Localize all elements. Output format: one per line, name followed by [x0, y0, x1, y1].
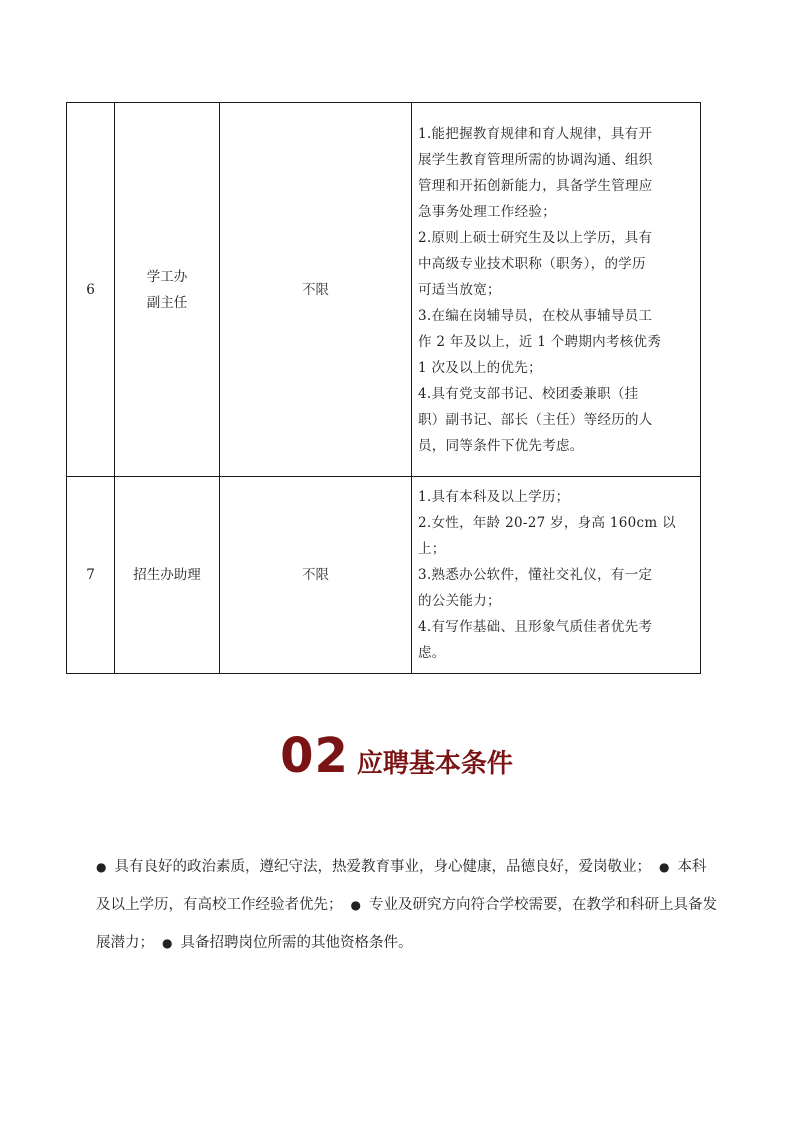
condition-item: [162, 935, 412, 951]
position-name: [115, 103, 220, 477]
bullet-icon: ●: [162, 936, 173, 950]
bullet-icon: ●: [658, 860, 670, 874]
bullet-icon: ●: [350, 898, 361, 912]
requirement-line: 员，同等条件下优先考虑。: [418, 437, 584, 454]
requirement-line: 3.在编在岗辅导员，在校从事辅导员工: [418, 307, 653, 324]
requirement-line: 的公关能力；: [418, 593, 501, 609]
bullet-icon: ●: [96, 860, 107, 874]
requirement-line: 1.能把握教育规律和育人规律，具有开: [418, 125, 653, 142]
requirement-line: 2.女性，年龄 20-27 岁，身高 160cm 以: [418, 515, 676, 531]
requirement-line: 展学生教育管理所需的协调沟通、组织: [418, 151, 653, 168]
table-row: [67, 103, 701, 477]
requirement-line: 作 2 年及以上，近 1 个聘期内考核优秀: [418, 333, 662, 350]
requirement-line: 可适当放宽；: [418, 281, 501, 298]
requirements-cell: [412, 103, 701, 477]
requirement-line: 急事务处理工作经验；: [418, 203, 556, 220]
section-heading: [0, 728, 793, 784]
position-line: 副主任: [146, 294, 188, 311]
requirements-cell: [412, 477, 701, 674]
section-number: 02: [280, 728, 349, 784]
basic-conditions-paragraph: [96, 848, 718, 962]
requirement-line: 3.熟悉办公软件，懂社交礼仪，有一定: [418, 567, 653, 583]
requirement-line: 管理和开拓创新能力，具备学生管理应: [418, 177, 653, 194]
position-line: 学工办: [146, 268, 188, 285]
section-title: 应聘基本条件: [356, 749, 513, 779]
requirement-line: 职）副书记、部长（主任）等经历的人: [418, 411, 653, 428]
requirement-line: 4.具有党支部书记、校团委兼职（挂: [418, 385, 639, 402]
row-number: 7: [67, 477, 115, 674]
condition-item: [96, 859, 651, 875]
requirement-line: 2.原则上硕士研究生及以上学历，具有: [418, 229, 653, 246]
condition-text: 专业及研究方向符合学校需要，在教学和科研上具备发展潜力；: [96, 897, 717, 951]
requirement-line: 中高级专业技术职称（职务），的学历: [418, 255, 646, 272]
major-requirement: 不限: [220, 103, 412, 477]
major-requirement: 不限: [220, 477, 412, 674]
job-requirements-table: [66, 102, 701, 674]
requirement-line: 1 次及以上的优先；: [418, 359, 542, 376]
row-number: 6: [67, 103, 115, 477]
requirement-line: 上；: [418, 541, 446, 557]
position-name: [115, 477, 220, 674]
table-row: [67, 477, 701, 674]
requirement-line: 4.有写作基础、且形象气质佳者优先考: [418, 619, 653, 635]
condition-text: 具有良好的政治素质，遵纪守法，热爱教育事业，身心健康，品德良好，爱岗敬业；: [114, 859, 651, 875]
condition-text: 具备招聘岗位所需的其他资格条件。: [180, 935, 413, 951]
position-line: 招生办助理: [133, 567, 201, 583]
requirement-line: 1.具有本科及以上学历；: [418, 489, 570, 505]
condition-text: 本科及以上学历，有高校工作经验者优先；: [96, 859, 707, 913]
requirement-line: 虑。: [418, 645, 446, 661]
